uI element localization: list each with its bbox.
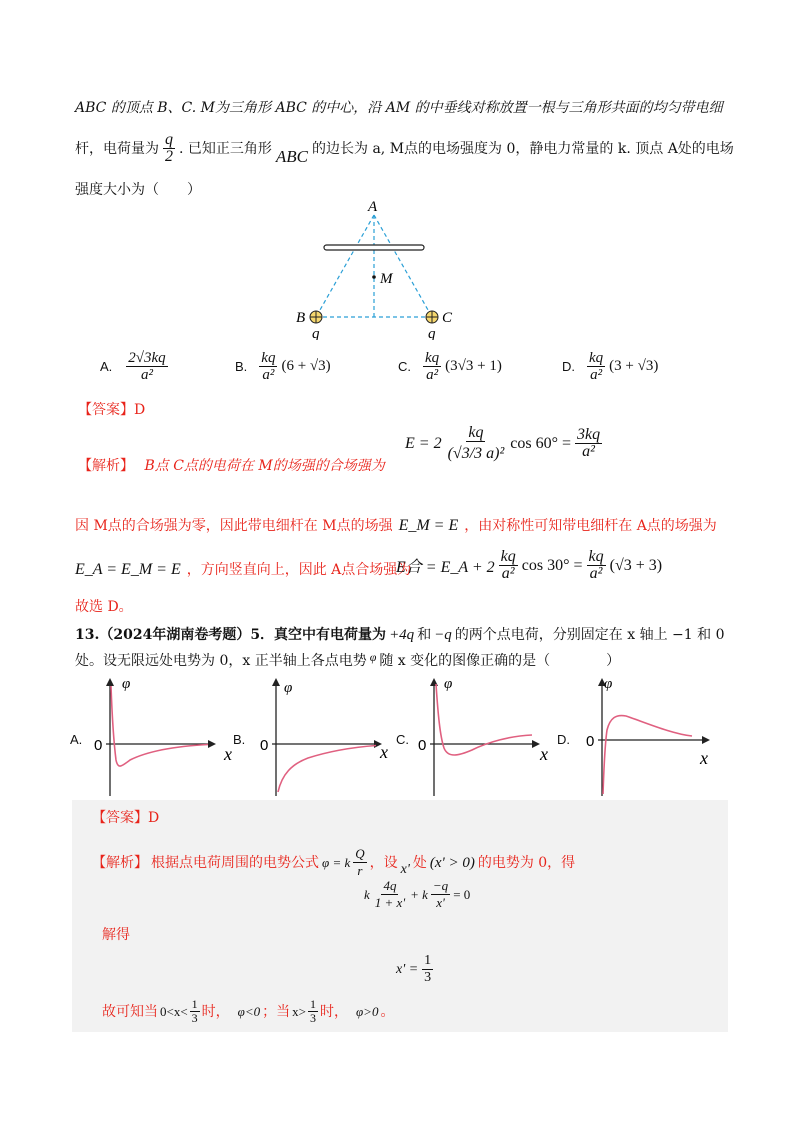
graph-a-phi: φ bbox=[122, 676, 131, 692]
q13-final-r2: φ>0 bbox=[355, 1003, 379, 1019]
graph-c-phi: φ bbox=[444, 676, 453, 692]
formula-2 bbox=[396, 549, 662, 582]
formula-2-tail: (√3 + 3) bbox=[609, 556, 663, 574]
formula-1-result bbox=[575, 427, 602, 460]
q12-line2-start: 杆，电荷量为 bbox=[75, 140, 159, 157]
q12-analysis-1-text: B点 C点的电荷在 M的场强的合场强为 bbox=[144, 458, 385, 474]
q12-line2 bbox=[75, 132, 734, 165]
formula-1-lhs: E = 2 bbox=[405, 434, 442, 452]
q12-line1 bbox=[75, 98, 723, 118]
q12-analysis-2-start: 因 M点的合场强为零，因此带电细杆在 M点的场强 bbox=[75, 518, 393, 534]
graph-c-x: x bbox=[540, 744, 548, 764]
q13-final-b: 时， bbox=[201, 1003, 230, 1020]
option-b-num: kq bbox=[261, 350, 276, 366]
q12-analysis-2-end: ，由对称性可知带电细杆在 A点的场强为 bbox=[464, 518, 717, 534]
q12-line2-mid: . 已知正三角形 bbox=[179, 140, 272, 157]
graph-c-label: C. bbox=[396, 732, 409, 747]
option-c-label: C. bbox=[398, 359, 411, 374]
graph-a-label: A. bbox=[70, 732, 83, 747]
q12-charge-fraction bbox=[163, 132, 175, 165]
charge-b-symbol bbox=[310, 311, 322, 323]
graph-d-label: D. bbox=[557, 732, 570, 747]
formula-1 bbox=[405, 425, 602, 462]
label-a: A bbox=[368, 199, 378, 215]
q13-line1-end: 的两个点电荷，分别固定在 x 轴上 −1 和 0 bbox=[454, 627, 725, 643]
option-a-num: 2√3kq bbox=[128, 350, 166, 366]
option-c-num: kq bbox=[425, 350, 440, 366]
q13-final-cond2: x> bbox=[292, 1003, 306, 1019]
q13-condition: (x' > 0) bbox=[429, 854, 475, 871]
q13-final-frac1 bbox=[190, 998, 200, 1025]
q13-final-f2n: 1 bbox=[309, 997, 316, 1011]
q13-equation bbox=[364, 878, 470, 911]
q13-analysis-text-4: 的电势为 0，得 bbox=[477, 854, 576, 871]
charged-rod bbox=[324, 245, 424, 250]
q12-analysis-3 bbox=[75, 560, 411, 580]
q13-final-f1n: 1 bbox=[191, 997, 198, 1011]
graph-c[interactable] bbox=[414, 674, 564, 800]
q13-phi: φ bbox=[369, 650, 377, 664]
formula-2-lhs: E合 = E_A + 2 bbox=[396, 559, 495, 576]
q13-result bbox=[396, 953, 433, 986]
graph-b-label: B. bbox=[233, 732, 246, 747]
q13-result-lhs: x' = bbox=[396, 961, 419, 977]
formula-2-rden: a² bbox=[589, 565, 603, 582]
q13-result-frac bbox=[422, 953, 433, 986]
option-d[interactable] bbox=[562, 350, 658, 383]
q13-xprime: x' bbox=[400, 861, 410, 877]
q13-analysis-tag: 【解析】 bbox=[92, 854, 148, 871]
formula-2-num: kq bbox=[500, 548, 516, 565]
formula-2-den: a² bbox=[501, 565, 515, 582]
option-d-label: D. bbox=[562, 359, 575, 374]
graph-c-origin: 0 bbox=[418, 737, 427, 754]
formula-1-rden: a² bbox=[582, 443, 595, 460]
label-c: C bbox=[442, 310, 453, 326]
graph-d-x: x bbox=[700, 748, 708, 768]
q13-answer: 【答案】D bbox=[92, 810, 160, 826]
graph-b[interactable] bbox=[256, 674, 406, 800]
option-b-fraction bbox=[259, 350, 277, 383]
q13-final-e: 。 bbox=[380, 1003, 395, 1020]
q12-analysis-2 bbox=[75, 516, 717, 536]
q13-final-c: ；当 bbox=[262, 1003, 291, 1020]
graph-d-curve bbox=[603, 716, 692, 794]
q13-final-f2d: 3 bbox=[309, 1011, 316, 1025]
q12-analysis-3-eq: E_A = E_M = E bbox=[75, 561, 181, 578]
q13-result-den: 3 bbox=[424, 970, 432, 985]
label-qc: q bbox=[428, 326, 436, 340]
q12-charge-den: 2 bbox=[165, 148, 173, 165]
q13-eq-d1: 1 + x' bbox=[374, 895, 406, 910]
option-b-den: a² bbox=[262, 367, 275, 383]
label-m: M bbox=[380, 271, 393, 287]
q13-final-cond1: 0<x< bbox=[160, 1003, 188, 1019]
option-d-fraction bbox=[587, 350, 605, 383]
option-d-tail: (3 + √3) bbox=[609, 358, 659, 374]
q13-final-r1: φ<0 bbox=[237, 1003, 261, 1019]
graph-b-origin: 0 bbox=[260, 737, 269, 754]
q12-charge-num: q bbox=[165, 131, 173, 148]
q13-formula-num: Q bbox=[355, 846, 365, 861]
q13-final bbox=[102, 998, 394, 1025]
q13-eq-n2: −q bbox=[432, 878, 449, 893]
q13-charge-neg: −q bbox=[434, 627, 452, 643]
graph-d[interactable] bbox=[582, 674, 728, 800]
q13-charge-pos: +4q bbox=[389, 627, 415, 643]
q13-result-num: 1 bbox=[424, 953, 432, 968]
graph-a-curve bbox=[111, 686, 208, 766]
formula-2-result bbox=[587, 549, 606, 582]
formula-2-mid: cos 30° = bbox=[521, 556, 583, 574]
label-b: B bbox=[296, 310, 306, 326]
graph-a-x: x bbox=[224, 744, 232, 764]
option-b-tail: (6 + √3) bbox=[281, 358, 331, 374]
q13-eq-frac2 bbox=[431, 878, 450, 911]
option-d-den: a² bbox=[590, 367, 603, 383]
option-a[interactable] bbox=[100, 350, 168, 383]
q13-formula-den: r bbox=[357, 863, 363, 878]
formula-2-rnum: kq bbox=[588, 548, 604, 565]
option-a-den: a² bbox=[140, 367, 153, 383]
q12-analysis-3-text: ，方向竖直向上，因此 A点合场强为 bbox=[186, 562, 412, 578]
option-d-num: kq bbox=[589, 350, 604, 366]
option-c-den: a² bbox=[426, 367, 439, 383]
q13-analysis-line bbox=[92, 846, 575, 879]
q13-line2 bbox=[75, 651, 620, 671]
formula-2-fraction bbox=[499, 549, 518, 582]
graph-d-phi: φ bbox=[604, 676, 613, 692]
option-c-tail: (3√3 + 1) bbox=[445, 358, 502, 374]
graph-b-curve bbox=[278, 746, 376, 793]
q12-options bbox=[100, 350, 700, 394]
graph-a-origin: 0 bbox=[94, 737, 103, 754]
triangle-figure bbox=[290, 195, 470, 340]
q13-and: 和 bbox=[417, 627, 432, 643]
q12-analysis-tag: 【解析】 bbox=[78, 458, 134, 474]
q12-analysis-2-eq: E_M = E bbox=[398, 517, 459, 534]
q12-line2-end: 的边长为 a, M点的电场强度为 0，静电力常量的 k. 顶点 A处的电场 bbox=[312, 140, 734, 157]
q12-analysis-1 bbox=[78, 456, 385, 476]
formula-1-num: kq bbox=[468, 424, 484, 441]
option-c-fraction bbox=[423, 350, 441, 383]
formula-1-rnum: 3kq bbox=[577, 426, 601, 443]
option-b-label: B. bbox=[235, 359, 248, 374]
point-m-dot bbox=[372, 275, 376, 279]
q13-eq-rhs: = 0 bbox=[453, 886, 471, 902]
graph-d-origin: 0 bbox=[586, 733, 595, 750]
q13-formula-frac bbox=[353, 846, 366, 879]
q13-analysis-text-2: ，设 bbox=[369, 854, 398, 871]
option-c[interactable] bbox=[398, 350, 502, 383]
q13-eq-frac1 bbox=[373, 878, 407, 911]
q13-line2-start: 处。设无限远处电势为 0，x 正半轴上各点电势 bbox=[75, 653, 367, 669]
formula-1-mid: cos 60° = bbox=[510, 434, 572, 452]
q13-final-a: 故可知当 bbox=[102, 1003, 158, 1020]
q13-eq-d2: x' bbox=[436, 895, 445, 910]
q13-line1 bbox=[75, 625, 725, 645]
q13-eq-plus: + k bbox=[410, 886, 428, 902]
option-a-label: A. bbox=[100, 359, 113, 374]
q13-final-frac2 bbox=[308, 998, 318, 1025]
graph-b-phi: φ bbox=[284, 680, 293, 696]
q12-line3 bbox=[75, 180, 201, 200]
q12-line1-text: ABC 的顶点 B、C. M为三角形 ABC 的中心，沿 AM 的中垂线对称放置一根与三角形共面的均匀带电细 bbox=[75, 100, 723, 116]
q13-analysis-text-3: 处 bbox=[412, 854, 427, 871]
graph-b-x: x bbox=[380, 742, 388, 762]
q13-final-d: 时， bbox=[319, 1003, 348, 1020]
q13-formula-phi: φ = k bbox=[322, 854, 351, 870]
q12-answer: 【答案】D bbox=[78, 402, 146, 418]
q13-title: 13.（2024年湖南卷考题）5．真空中有电荷量为 bbox=[75, 627, 387, 643]
graph-a[interactable] bbox=[90, 674, 250, 800]
q13-line2-end: 随 x 变化的图像正确的是（ ） bbox=[379, 653, 621, 669]
q12-line3-text: 强度大小为（ ） bbox=[75, 182, 201, 198]
charge-c-symbol bbox=[426, 311, 438, 323]
option-b[interactable] bbox=[235, 350, 331, 383]
q13-analysis-text-1: 根据点电荷周围的电势公式 bbox=[151, 854, 319, 871]
formula-1-fraction bbox=[446, 425, 507, 462]
label-qb: q bbox=[312, 326, 320, 340]
option-a-fraction bbox=[126, 350, 167, 383]
q12-conclusion: 故选 D。 bbox=[75, 599, 133, 615]
q13-eq-n1: 4q bbox=[383, 878, 397, 893]
q13-solve: 解得 bbox=[102, 927, 130, 943]
formula-1-den: (√3/3 a)² bbox=[447, 445, 505, 462]
q12-abc: ABC bbox=[275, 146, 309, 166]
q13-final-f1d: 3 bbox=[191, 1011, 198, 1025]
q13-eq-k1: k bbox=[364, 886, 370, 902]
